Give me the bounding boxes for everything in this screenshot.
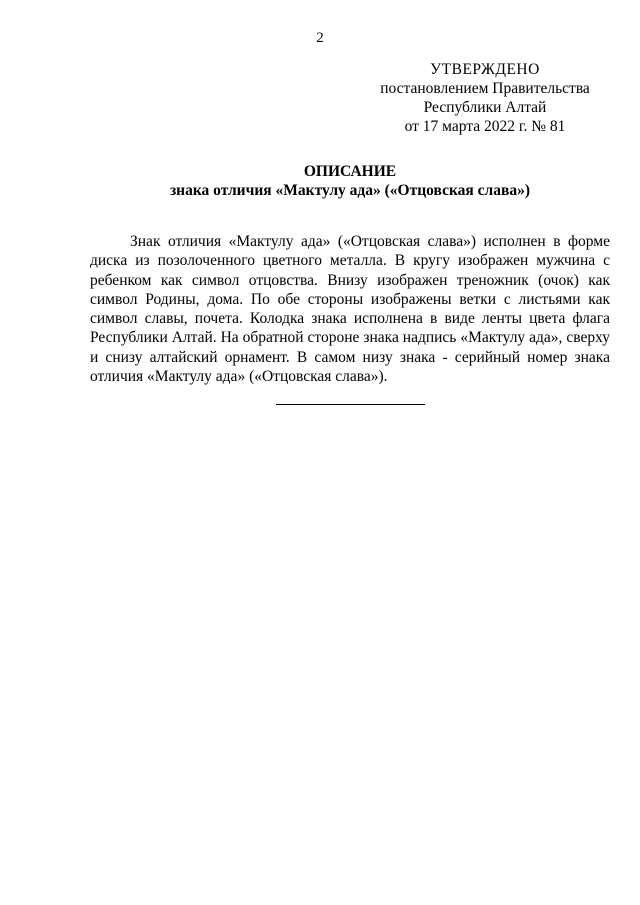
approval-title: УТВЕРЖДЕНО: [430, 61, 540, 78]
approval-line-decree: постановлением Правительства: [380, 80, 590, 97]
approval-block: [360, 60, 610, 136]
description-paragraph: Знак отличия «Мактулу ада» («Отцовская слава») исполнен в форме диска из позолоченного цветного металла. В кругу изображен мужчина с ребенком как символ отцовства. Внизу изображен треножник (очок) как символ Родины, дома. По обе стороны изображены ветки с листьями как символ славы, почета. Колодка знака исполнена в виде ленты цвета флага Республики Алтай. На обратной стороне знака надпись «Мактулу ада», сверху и снизу алтайский орнамент. В самом низу знака - серийный номер знака отличия «Мактулу ада» («Отцовская слава»).: [90, 233, 610, 386]
document-subtitle: знака отличия «Мактулу ада» («Отцовская слава»): [169, 182, 531, 199]
separator-line: [276, 404, 425, 405]
page-number: 2: [316, 30, 324, 46]
approval-line-date: от 17 марта 2022 г. № 81: [404, 118, 566, 135]
document-title: ОПИСАНИЕ: [303, 163, 397, 180]
document-heading: [0, 162, 640, 200]
approval-line-republic: Республики Алтай: [423, 99, 547, 116]
